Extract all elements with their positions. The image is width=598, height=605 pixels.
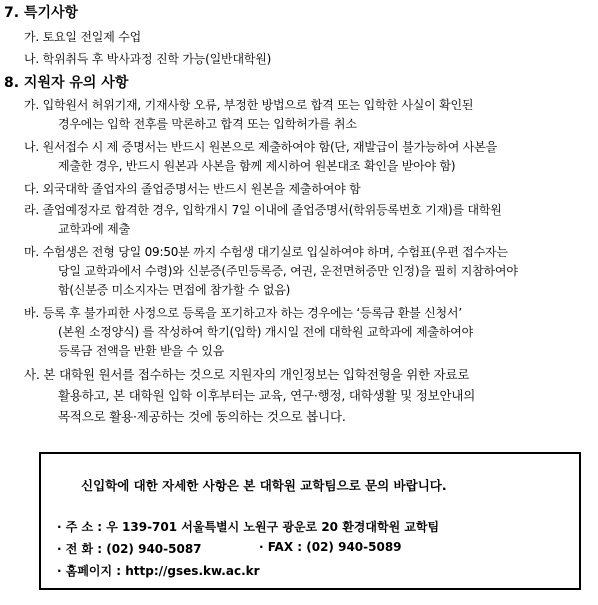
notice-line: 당일 교학과에서 수령)와 신분증(주민등록증, 여권, 운전면허증만 인정)을 필히 지참하여야: [58, 264, 518, 278]
notice-line: 다. 외국대학 졸업자의 졸업증명서는 반드시 원본을 제출하여야 함: [24, 182, 361, 196]
notice-line: 가. 입학원서 허위기재, 기재사항 오류, 부정한 방법으로 합격 또는 입학한 사실이 확인된: [24, 98, 474, 112]
notice-line: 라. 졸업예정자로 합격한 경우, 입학개시 7일 이내에 졸업증명서(학위등록번호 기재)를 대학원: [24, 203, 502, 217]
notice-line: (본원 소정양식) 를 작성하여 학기(입학) 개시일 전에 대학원 교학과에 제출하여야: [58, 325, 474, 339]
notice-line: 나. 원서접수 시 제 증명서는 반드시 원본으로 제출하여야 함(단, 재발급이 불가능하여 사본을: [24, 140, 497, 154]
contact-fax: · FAX : (02) 940-5089: [259, 540, 402, 554]
contact-homepage[interactable]: · 홈페이지 : http://gses.kw.ac.kr: [57, 564, 260, 578]
contact-address: · 주 소 : 우 139-701 서울특별시 노원구 광운로 20 환경대학원 교학팀: [57, 520, 440, 534]
notice-line: 제출한 경우, 반드시 원본과 사본을 함께 제시하여 원본대조 확인을 받아야 함): [58, 159, 456, 173]
notice-line: 사. 본 대학원 원서를 접수하는 것으로 지원자의 개인정보는 입학전형을 위한 자료로: [24, 367, 470, 382]
contact-box: [39, 452, 581, 590]
section-7-item: 가. 토요일 전일제 수업: [24, 30, 141, 44]
notice-line: 마. 수험생은 전형 당일 09:50분 까지 수험생 대기실로 입실하여야 하며, 수험표(우편 접수자는: [24, 245, 508, 259]
section-7-item: 나. 학위취득 후 박사과정 진학 가능(일반대학원): [24, 52, 272, 66]
contact-phone: · 전 화 : (02) 940-5087: [57, 542, 202, 556]
section-8-heading: 8. 지원자 유의 사항: [4, 75, 129, 91]
notice-line: 활용하고, 본 대학원 입학 이후부터는 교육, 연구·행정, 대학생활 및 정보안내의: [58, 388, 476, 403]
notice-line: 바. 등록 후 불가피한 사정으로 등록을 포기하고자 하는 경우에는 ‘등록금 환불 신청서’: [24, 306, 462, 320]
notice-line: 교학과에 제출: [58, 222, 130, 236]
notice-line: 목적으로 활용·제공하는 것에 동의하는 것으로 봅니다.: [58, 409, 346, 424]
contact-title: 신입학에 대한 자세한 사항은 본 대학원 교학팀으로 문의 바랍니다.: [81, 478, 447, 493]
notice-line: 경우에는 입학 전후를 막론하고 합격 또는 입학허가를 취소: [58, 117, 357, 131]
notice-line: 함(신분증 미소지자는 면접에 참가할 수 없음): [58, 283, 291, 297]
notice-line: 등록금 전액을 반환 받을 수 있음: [58, 344, 225, 358]
section-7-heading: 7. 특기사항: [4, 5, 79, 21]
